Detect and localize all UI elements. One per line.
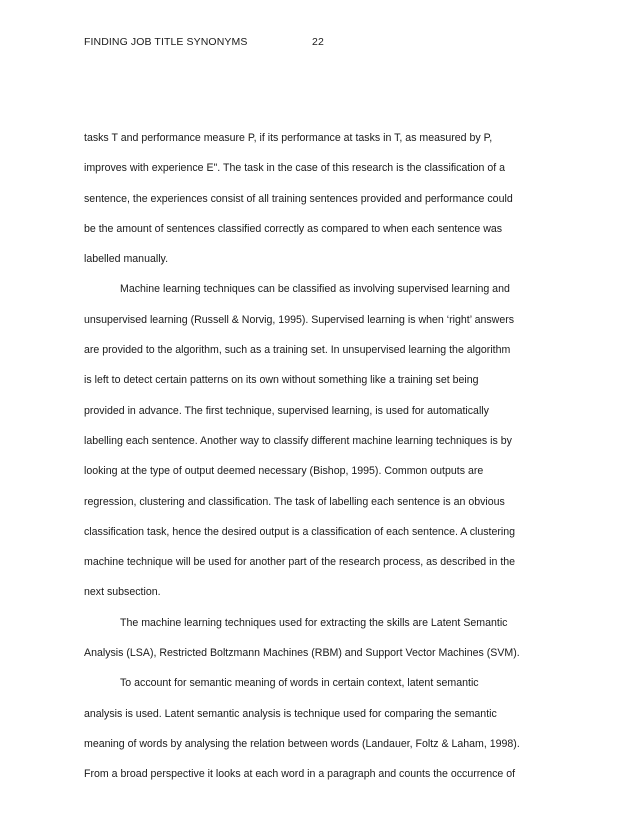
paragraph-first-line: Machine learning techniques can be classified as involving supervised learning and	[120, 283, 510, 296]
text-line: machine technique will be used for another part of the research process, as described in the	[84, 556, 516, 569]
text-line: tasks T and performance measure P, if its performance at tasks in T, as measured by P,	[84, 132, 493, 144]
text-line: labelled manually.	[84, 253, 169, 266]
running-head: FINDING JOB TITLE SYNONYMS	[84, 36, 248, 48]
text-line: provided in advance. The first technique, supervised learning, is used for automatically	[84, 404, 489, 417]
text-line: is left to detect certain patterns on its own without something like a training set being	[84, 374, 479, 387]
text-line: classification task, hence the desired output is a classification of each sentence. A clustering	[84, 525, 516, 538]
page-number: 22	[312, 36, 324, 48]
text-line: unsupervised learning (Russell & Norvig, 1995). Supervised learning is when ‘right’ answers	[84, 313, 515, 326]
text-line: regression, clustering and classification. The task of labelling each sentence is an obvious	[84, 495, 505, 508]
text-line: labelling each sentence. Another way to classify different machine learning techniques is by	[84, 434, 512, 447]
text-line: be the amount of sentences classified correctly as compared to when each sentence was	[84, 222, 503, 235]
text-line: From a broad perspective it looks at each word in a paragraph and counts the occurrence of	[84, 768, 516, 781]
text-line: looking at the type of output deemed necessary (Bishop, 1995). Common outputs are	[84, 465, 484, 478]
text-line: are provided to the algorithm, such as a training set. In unsupervised learning the algorithm	[84, 344, 511, 357]
paragraph-first-line: The machine learning techniques used for extracting the skills are Latent Semantic	[120, 616, 508, 629]
text-line: Analysis (LSA), Restricted Boltzmann Machines (RBM) and Support Vector Machines (SVM).	[84, 647, 520, 660]
body-text	[84, 123, 566, 790]
paragraph-first-line: To account for semantic meaning of words in certain context, latent semantic	[120, 677, 479, 690]
text-line: improves with experience E". The task in the case of this research is the classification of a	[84, 162, 506, 175]
text-line: meaning of words by analysing the relation between words (Landauer, Foltz & Laham, 1998).	[84, 737, 520, 750]
text-line: next subsection.	[84, 586, 161, 599]
text-line: sentence, the experiences consist of all training sentences provided and performance could	[84, 192, 513, 205]
page-header	[84, 36, 324, 48]
text-line: analysis is used. Latent semantic analysis is technique used for comparing the semantic	[84, 707, 497, 720]
